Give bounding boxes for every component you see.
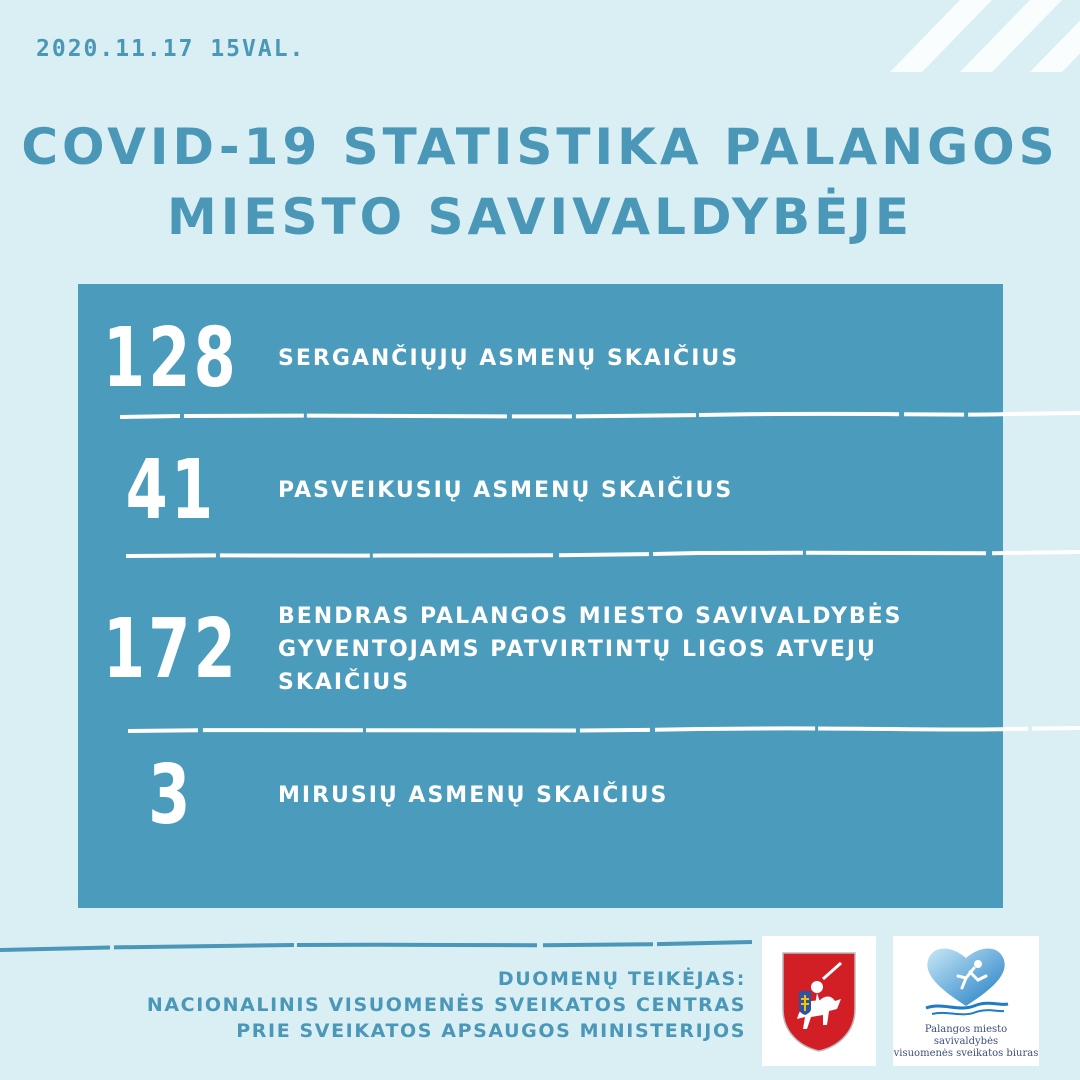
lithuania-coat-of-arms-icon bbox=[779, 949, 859, 1053]
title-line-1: COVID-19 STATISTIKA PALANGOS bbox=[21, 118, 1059, 176]
stat-value: 3 bbox=[148, 747, 194, 843]
divider-1 bbox=[0, 409, 1080, 423]
statistics-panel bbox=[78, 284, 1003, 908]
stat-label: PASVEIKUSIŲ ASMENŲ SKAIČIUS bbox=[278, 477, 734, 503]
health-office-logo bbox=[893, 936, 1039, 1066]
stat-row-recovered bbox=[78, 434, 1003, 546]
heart-swimmer-icon bbox=[918, 942, 1014, 1022]
stat-value: 128 bbox=[102, 310, 240, 406]
bottom-divider bbox=[0, 936, 760, 956]
stat-label: MIRUSIŲ ASMENŲ SKAIČIUS bbox=[278, 782, 669, 808]
stat-row-total bbox=[78, 584, 1003, 714]
divider-3 bbox=[0, 724, 1080, 738]
date-label: 2020.11.17 15VAL. bbox=[36, 36, 306, 62]
stat-label-line: SKAIČIUS bbox=[278, 669, 411, 695]
office-logo-text bbox=[893, 1024, 1039, 1060]
page-title bbox=[0, 112, 1080, 252]
stat-value: 41 bbox=[125, 442, 217, 538]
stat-label-line: GYVENTOJAMS PATVIRTINTŲ LIGOS ATVEJŲ bbox=[278, 636, 877, 662]
credit-line-3: PRIE SVEIKATOS APSAUGOS MINISTERIJOS bbox=[236, 1020, 746, 1042]
data-provider-credit bbox=[147, 966, 746, 1044]
title-line-2: MIESTO SAVIVALDYBĖJE bbox=[166, 188, 914, 246]
coat-of-arms-logo bbox=[762, 936, 876, 1066]
stat-value: 172 bbox=[102, 601, 240, 697]
stat-label-line: BENDRAS PALANGOS MIESTO SAVIVALDYBĖS bbox=[278, 603, 903, 629]
credit-line-1: DUOMENŲ TEIKĖJAS: bbox=[497, 968, 746, 990]
office-logo-text-line-2: visuomenės sveikatos biuras bbox=[893, 1048, 1039, 1059]
stat-label: SERGANČIŲJŲ ASMENŲ SKAIČIUS bbox=[278, 345, 740, 371]
office-logo-text-line-1: Palangos miesto savivaldybės bbox=[924, 1024, 1008, 1047]
stat-row-deaths bbox=[78, 739, 1003, 851]
decorative-stripes bbox=[820, 0, 1080, 72]
credit-line-2: NACIONALINIS VISUOMENĖS SVEIKATOS CENTRAS bbox=[146, 994, 746, 1016]
stat-row-active bbox=[78, 302, 1003, 414]
divider-2 bbox=[0, 548, 1080, 562]
stat-label bbox=[278, 600, 978, 699]
